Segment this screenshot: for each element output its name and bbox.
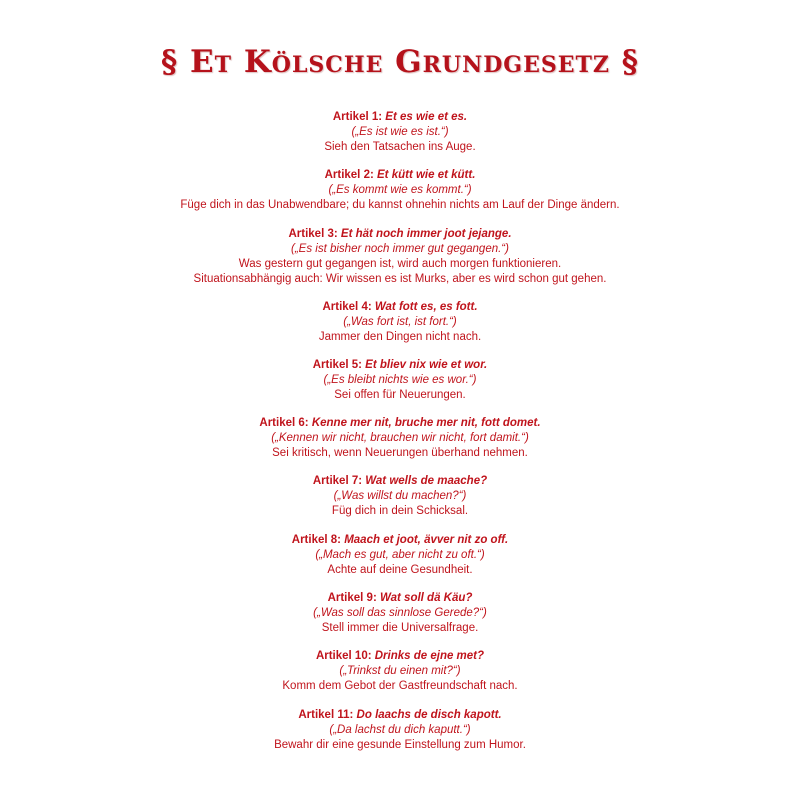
article-label: Artikel 5:	[312, 358, 362, 371]
article-translation: („Da lachst du dich kaputt.“)	[329, 723, 471, 736]
article-11	[0, 708, 800, 766]
article-koelsch: Kenne mer nit, bruche mer nit, fott domet.	[311, 417, 541, 430]
article-meaning: Jammer den Dingen nicht nach.	[318, 330, 482, 343]
article-koelsch: Wat wells de maache?	[365, 475, 488, 488]
article-koelsch: Drinks de ejne met?	[374, 650, 485, 663]
article-heading	[0, 474, 800, 489]
article-label: Artikel 11:	[298, 708, 354, 721]
article-heading	[0, 533, 800, 548]
article-4	[0, 300, 800, 358]
article-1	[0, 110, 800, 168]
article-heading	[0, 649, 800, 664]
article-9	[0, 591, 800, 649]
article-heading	[0, 708, 800, 723]
article-label: Artikel 4:	[322, 300, 372, 313]
article-label: Artikel 1:	[332, 111, 383, 123]
article-koelsch: Et bliev nix wie et wor.	[365, 358, 488, 371]
article-3	[0, 227, 800, 300]
article-5	[0, 358, 800, 416]
article-translation: („Es ist wie es ist.“)	[351, 126, 449, 138]
article-meaning: Sei kritisch, wenn Neuerungen überhand nehmen.	[272, 447, 528, 460]
article-translation: („Was fort ist, ist fort.“)	[343, 315, 457, 328]
article-6	[0, 416, 800, 474]
article-heading	[0, 300, 800, 315]
article-label: Artikel 10:	[315, 650, 372, 663]
article-label: Artikel 9:	[327, 592, 377, 605]
article-koelsch: Maach et joot, ävver nit zo off.	[344, 533, 509, 546]
article-label: Artikel 6:	[259, 417, 309, 430]
article-list	[0, 110, 800, 766]
article-heading	[0, 227, 800, 242]
article-7	[0, 474, 800, 532]
article-label: Artikel 8:	[291, 533, 341, 546]
article-koelsch: Et kütt wie et kütt.	[377, 169, 476, 182]
article-meaning-extra: Situationsabhängig auch: Wir wissen es ist Murks, aber es wird schon gut gehen.	[193, 272, 607, 285]
article-koelsch: Et es wie et es.	[385, 111, 468, 123]
article-8	[0, 533, 800, 591]
article-translation: („Trinkst du einen mit?“)	[339, 665, 461, 678]
article-10	[0, 649, 800, 707]
article-meaning: Bewahr dir eine gesunde Einstellung zum Humor.	[274, 738, 526, 751]
article-meaning: Achte auf deine Gesundheit.	[327, 563, 473, 576]
article-heading	[0, 358, 800, 373]
article-label: Artikel 3:	[288, 227, 338, 240]
article-translation: („Was soll das sinnlose Gerede?“)	[313, 607, 487, 620]
article-2	[0, 168, 800, 226]
article-meaning: Füg dich in dein Schicksal.	[331, 505, 469, 518]
article-heading	[0, 110, 800, 125]
article-heading	[0, 416, 800, 431]
article-translation: („Mach es gut, aber nicht zu oft.“)	[315, 548, 485, 561]
article-meaning: Sieh den Tatsachen ins Auge.	[324, 141, 476, 153]
article-translation: („Es ist bisher noch immer gut gegangen.“)	[291, 242, 509, 255]
article-koelsch: Do laachs de disch kapott.	[356, 708, 502, 721]
article-heading	[0, 591, 800, 606]
page-title: § Et Kölsche Grundgesetz §	[161, 44, 639, 80]
article-koelsch: Wat fott es, es fott.	[374, 300, 478, 313]
article-meaning: Komm dem Gebot der Gastfreundschaft nach.	[282, 680, 518, 693]
article-translation: („Was willst du machen?“)	[333, 490, 467, 503]
article-meaning: Was gestern gut gegangen ist, wird auch morgen funktionieren.	[238, 257, 562, 270]
article-label: Artikel 2:	[324, 169, 374, 182]
article-meaning: Sei offen für Neuerungen.	[334, 388, 466, 401]
article-heading	[0, 168, 800, 183]
article-label: Artikel 7:	[312, 475, 363, 488]
article-translation: („Es bleibt nichts wie es wor.“)	[323, 373, 477, 386]
article-translation: („Es kommt wie es kommt.“)	[328, 184, 472, 197]
article-translation: („Kennen wir nicht, brauchen wir nicht, fort damit.“)	[271, 432, 529, 445]
article-koelsch: Et hät noch immer joot jejange.	[340, 227, 512, 240]
article-meaning: Stell immer die Universalfrage.	[321, 622, 479, 635]
article-koelsch: Wat soll dä Käu?	[379, 592, 473, 605]
article-meaning: Füge dich in das Unabwendbare; du kannst ohnehin nichts am Lauf der Dinge ändern.	[180, 199, 620, 212]
